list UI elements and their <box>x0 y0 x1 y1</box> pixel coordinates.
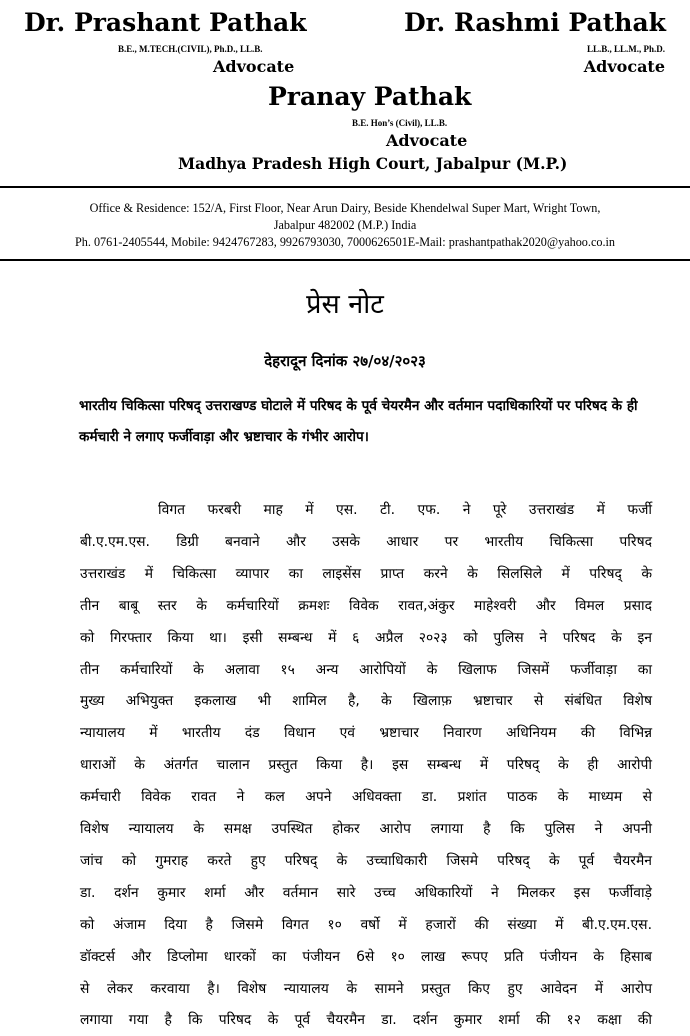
body-line: को गिरफ्तार किया था। इसी सम्बन्ध में ६ अप्रैल २०२३ को पुलिस ने परिषद के इन <box>80 629 652 646</box>
center-advocate-qualifications: B.E. Hon’s (Civil), LL.B. <box>352 118 448 128</box>
header-divider-top <box>0 186 690 188</box>
body-line: कर्मचारी विवेक रावत ने कल अपने अधिवक्ता डा. प्रशांत पाठक के माध्यम से <box>80 789 652 806</box>
body-line: जांच को गुमराह करते हुए परिषद् के उच्चाधिकारी जिसमे परिषद् के पूर्व चैयरमैन <box>80 852 652 869</box>
body-line: डा. दर्शन कुमार शर्मा और वर्तमान सारे उच्च अधिकारियों ने मिलकर इस फर्जीवाड़े <box>80 884 652 901</box>
body-line: तीन बाबू स्तर के कर्मचारियों क्रमशः विवेक रावत,अंकुर माहेश्वरी और विमल प्रसाद <box>80 597 652 614</box>
body-line: न्यायालय में भारतीय दंड विधान एवं भ्रष्टाचार निवारण अधिनियम की विभिन्न <box>80 725 652 742</box>
body-line: से लेकर करवाया है। विशेष न्यायालय के सामने प्रस्तुत किए हुए आवेदन में आरोप <box>80 980 652 997</box>
body-line: मुख्य अभियुक्त इकलाख भी शामिल है, के खिलाफ़ भ्रष्टाचार से संबंधित विशेष <box>80 693 652 710</box>
body-line: को अंजाम दिया है जिसमे विगत १० वर्षो में हजारों की संख्या में बी.ए.एम.एस. <box>80 916 652 933</box>
left-advocate-title: Advocate <box>213 57 295 76</box>
right-advocate-name: Dr. Rashmi Pathak <box>404 8 666 37</box>
left-advocate-name: Dr. Prashant Pathak <box>24 8 307 37</box>
left-advocate-qualifications: B.E., M.TECH.(CIVIL), Ph.D., LL.B. <box>118 44 263 54</box>
press-note-dateline: देहरादून दिनांक २७/०४/२०२३ <box>264 352 426 370</box>
header-divider-bottom <box>0 259 690 261</box>
center-advocate-name: Pranay Pathak <box>268 82 472 111</box>
office-address-line-1: Office & Residence: 152/A, First Floor, Near Arun Dairy, Beside Khendelwal Super Mart, Wright Town, <box>89 201 601 215</box>
body-line: बी.ए.एम.एस. डिग्री बनवाने और उसके आधार पर भारतीय चिकित्सा परिषद <box>80 533 652 550</box>
center-advocate-title: Advocate <box>386 131 468 150</box>
office-address-line-2: Jabalpur 482002 (M.P.) India <box>273 218 417 232</box>
body-line: विशेष न्यायालय के समक्ष उपस्थित होकर आरोप लगाया है कि पुलिस ने अपनी <box>80 821 652 837</box>
contact-details: Ph. 0761-2405544, Mobile: 9424767283, 9926793030, 7000626501E-Mail: prashantpathak2020@yahoo.co.in <box>75 235 615 249</box>
press-note-subject: भारतीय चिकित्सा परिषद् उत्तराखण्ड घोटाले में परिषद के पूर्व चेयरमैन और वर्तमान पदाधिकारियों पर परिषद के ही कर्मचारी ने लगाए फर्जीवाड़ा और भ्रष्टाचार के गंभीर आरोप। <box>79 398 638 445</box>
body-line: डॉक्टर्स और डिप्लोमा धारकों का पंजीयन 6से १० लाख रूपए प्रति पंजीयन के हिसाब <box>80 948 652 965</box>
right-advocate-title: Advocate <box>583 57 665 76</box>
press-note-title: प्रेस नोट <box>306 289 384 320</box>
court-name: Madhya Pradesh High Court, Jabalpur (M.P.) <box>178 154 568 173</box>
body-line: विगत फरबरी माह में एस. टी. एफ. ने पूरे उत्तराखंड में फर्जी <box>158 502 652 518</box>
body-line: उत्तराखंड में चिकित्सा व्यापार का लाइसेंस प्राप्त करने के सिलसिले में परिषद् के <box>80 565 652 582</box>
body-line: धाराओं के अंतर्गत चालान प्रस्तुत किया है। इस सम्बन्ध में परिषद् के ही आरोपी <box>80 757 652 774</box>
right-advocate-qualifications: LL.B., LL.M., Ph.D. <box>586 44 665 54</box>
body-line: लगाया गया है कि परिषद के पूर्व चैयरमैन डा. दर्शन कुमार शर्मा की १२ कक्षा की <box>80 1012 652 1029</box>
body-line: तीन कर्मचारियों के अलावा १५ अन्य आरोपियों के खिलाफ जिसमें फर्जीवाड़ा का <box>80 661 652 678</box>
